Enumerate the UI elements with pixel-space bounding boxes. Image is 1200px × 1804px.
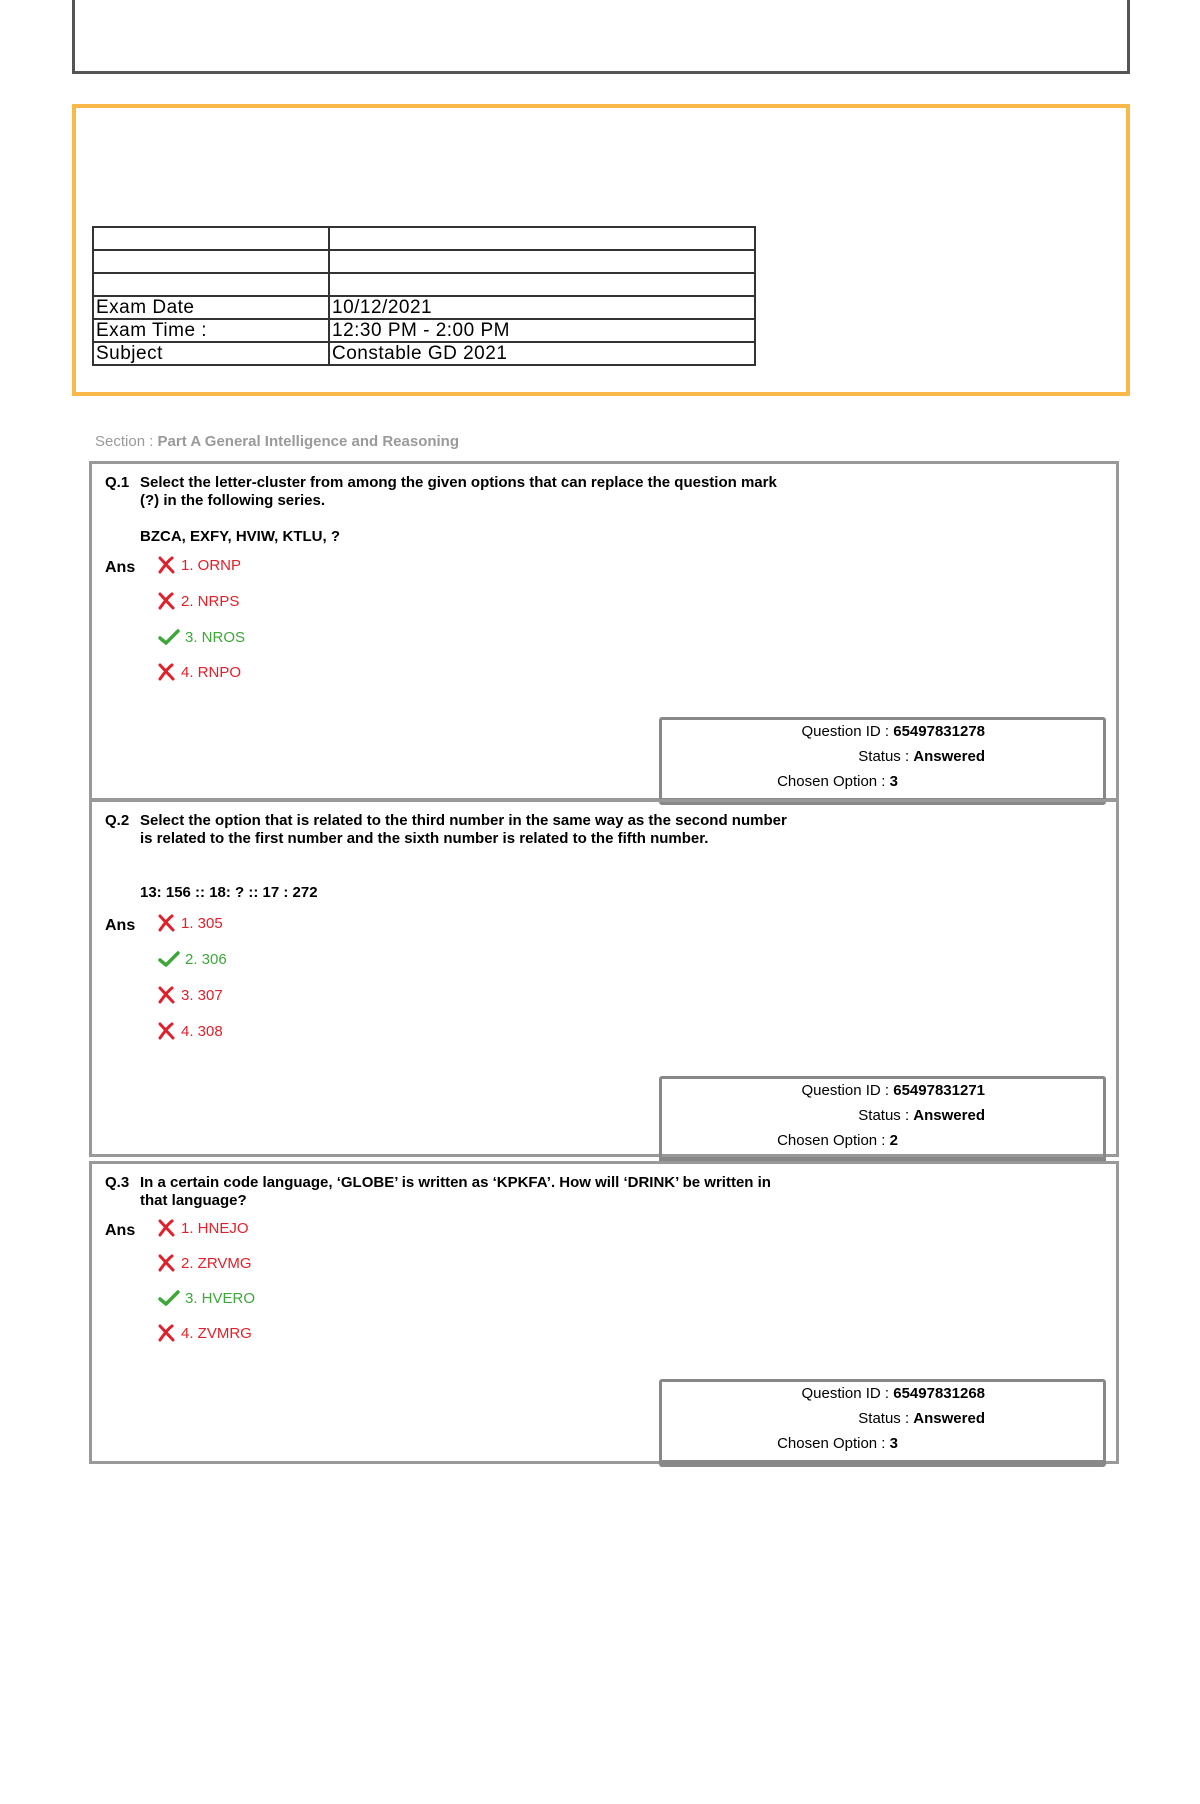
option-item [157,950,227,968]
info-row [93,227,755,250]
question-card [89,799,1119,1157]
section-name: Part A General Intelligence and Reasoning [157,433,460,450]
question-id-value: 65497831268 [893,1385,985,1402]
option-item [157,1254,252,1272]
option-text: 1. HNEJO [181,1219,249,1237]
question-number: Q.3 [105,1174,130,1191]
question-meta [659,1076,1106,1164]
header-box [72,0,1130,74]
status-label: Status : [858,748,914,765]
info-row [93,319,755,342]
info-value: 12:30 PM - 2:00 PM [329,319,755,342]
section-label [95,433,459,450]
chosen-label: Chosen Option : [777,773,890,790]
cross-icon [157,1022,177,1040]
info-label: Subject [93,342,329,365]
status-label: Status : [858,1107,914,1124]
question-text: Select the letter-cluster from among the given options that can replace the question mark (?) in the following series. [140,474,777,509]
cross-icon [157,1254,177,1272]
question-extra: BZCA, EXFY, HVIW, KTLU, ? [140,528,341,545]
info-value [329,273,755,296]
question-id-label: Question ID : [801,723,894,740]
option-text: 1. 305 [181,914,223,932]
option-item [157,986,223,1004]
question-id-value: 65497831271 [893,1082,985,1099]
cross-icon [157,914,177,932]
option-text: 3. NROS [185,628,246,646]
option-item [157,556,241,574]
option-text: 3. 307 [181,986,223,1004]
question-id [802,723,985,740]
check-icon [157,1289,181,1307]
info-label [93,273,329,296]
option-text: 2. ZRVMG [181,1254,252,1272]
option-item [157,1219,249,1237]
answer-label: Ans [105,917,136,934]
info-value [329,227,755,250]
question-number: Q.2 [105,812,130,829]
info-row [93,273,755,296]
option-item [157,1022,223,1040]
info-label: Exam Time : [93,319,329,342]
question-number: Q.1 [105,474,130,491]
option-text: 2. NRPS [181,592,240,610]
info-value [329,250,755,273]
chosen-value: 3 [889,1435,898,1452]
question-text: In a certain code language, ‘GLOBE’ is written as ‘KPKFA’. How will ‘DRINK’ be written in that language? [140,1174,771,1209]
cross-icon [157,556,177,574]
question-status [858,748,985,765]
info-value: Constable GD 2021 [329,342,755,365]
answer-label: Ans [105,559,136,576]
cross-icon [157,1219,177,1237]
status-label: Status : [858,1410,914,1427]
question-meta [659,717,1106,805]
option-item [157,914,223,932]
info-label: Exam Date [93,296,329,319]
cross-icon [157,663,177,681]
cross-icon [157,986,177,1004]
question-id-label: Question ID : [801,1385,894,1402]
question-id [802,1385,985,1402]
question-id [802,1082,985,1099]
option-item [157,628,245,646]
answer-label: Ans [105,1222,136,1239]
cross-icon [157,1324,177,1342]
section-prefix: Section : [95,433,158,450]
info-row [93,342,755,365]
question-status [858,1107,985,1124]
chosen-label: Chosen Option : [777,1435,890,1452]
info-row [93,250,755,273]
chosen-value: 2 [889,1132,898,1149]
status-value: Answered [913,1107,985,1124]
chosen-value: 3 [889,773,898,790]
cross-icon [157,592,177,610]
question-id-value: 65497831278 [893,723,985,740]
info-value: 10/12/2021 [329,296,755,319]
question-meta [659,1379,1106,1467]
status-value: Answered [913,1410,985,1427]
option-item [157,592,239,610]
option-text: 1. ORNP [181,556,242,574]
info-label [93,227,329,250]
option-text: 4. RNPO [181,663,242,681]
option-item [157,663,241,681]
candidate-info-table [92,226,756,366]
option-item [157,1324,252,1342]
option-text: 3. HVERO [185,1289,256,1307]
chosen-option [777,1132,898,1149]
check-icon [157,628,181,646]
chosen-label: Chosen Option : [777,1132,890,1149]
question-status [858,1410,985,1427]
chosen-option [777,1435,898,1452]
option-text: 2. 306 [185,950,227,968]
question-id-label: Question ID : [801,1082,894,1099]
question-card [89,461,1119,801]
option-item [157,1289,255,1307]
option-text: 4. 308 [181,1022,223,1040]
info-row [93,296,755,319]
chosen-option [777,773,898,790]
question-card [89,1161,1119,1464]
info-label [93,250,329,273]
question-extra: 13: 156 :: 18: ? :: 17 : 272 [140,884,318,901]
check-icon [157,950,181,968]
question-text: Select the option that is related to the third number in the same way as the second number is related to the first number and the sixth number is related to the fifth number. [140,812,787,847]
option-text: 4. ZVMRG [181,1324,252,1342]
status-value: Answered [913,748,985,765]
